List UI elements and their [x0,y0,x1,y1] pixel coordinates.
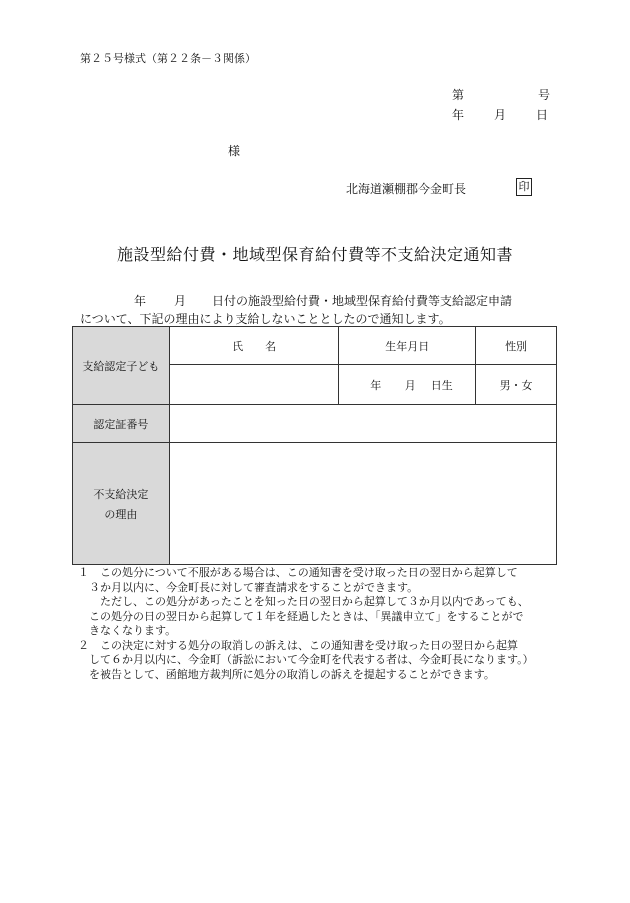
reason-label-line2: の理由 [104,507,138,521]
date-year: 年 [452,108,465,122]
note-line: １ この処分について不服がある場合は、この通知書を受け取った日の翌日から起算して [78,566,518,579]
intro-line-2: について、下記の理由により支給しないこととしたので通知します。 [80,312,451,326]
note-line: きなくなります。 [78,624,177,637]
intro-line1-text: 日付の施設型給付費・地域型保育給付費等支給認定申請 [212,294,513,308]
cert-label: 認定証番号 [73,405,170,443]
note-line: を被告として、函館地方裁判所に処分の取消しの訴えを提起することができます。 [78,667,495,681]
name-field[interactable] [169,365,339,405]
doc-number-go: 号 [538,88,551,102]
addressee: 様 [228,144,241,158]
note-line: して６か月以内に、今金町（訴訟において今金町を代表する者は、今金町長になります。） [78,653,534,666]
note-line: ただし、この処分があったことを知った日の翌日から起算して３か月以内であっても、 [78,595,529,608]
birth-header: 生年月日 [339,327,476,365]
intro-year: 年 [134,294,147,308]
note-line: ３か月以内に、今金町長に対して審査請求をすることができます。 [78,580,419,594]
form-number: 第２５号様式（第２２条－３関係） [80,52,256,65]
date-month: 月 [494,108,507,122]
birth-year: 年 [370,378,382,392]
sex-header: 性別 [476,327,557,365]
notes [78,566,534,682]
issuer: 北海道瀬棚郡今金町長 [346,182,467,196]
doc-number-dai: 第 [452,88,465,102]
note-line: ２ この決定に対する処分の取消しの訴えは、この通知書を受け取った日の翌日から起算 [78,638,518,652]
sex-field[interactable]: 男・女 [476,365,557,405]
form-table [72,326,557,565]
name-header: 氏 名 [169,327,339,365]
birth-field[interactable] [339,365,476,405]
note-line: この処分の日の翌日から起算して１年を経過したときは、「異議申立て」をすることがで [78,609,524,623]
reason-label [73,443,170,565]
child-label: 支給認定子ども [73,327,170,405]
birth-month: 月 [404,378,416,392]
intro-month: 月 [174,294,187,308]
reason-field[interactable] [169,443,556,565]
reason-label-line1: 不支給決定 [93,487,149,501]
date-day: 日 [536,108,549,122]
seal-stamp: 印 [516,178,532,196]
cert-number-field[interactable] [169,405,556,443]
page-title: 施設型給付費・地域型保育給付費等不支給決定通知書 [116,245,513,264]
birth-day: 日生 [430,378,453,392]
